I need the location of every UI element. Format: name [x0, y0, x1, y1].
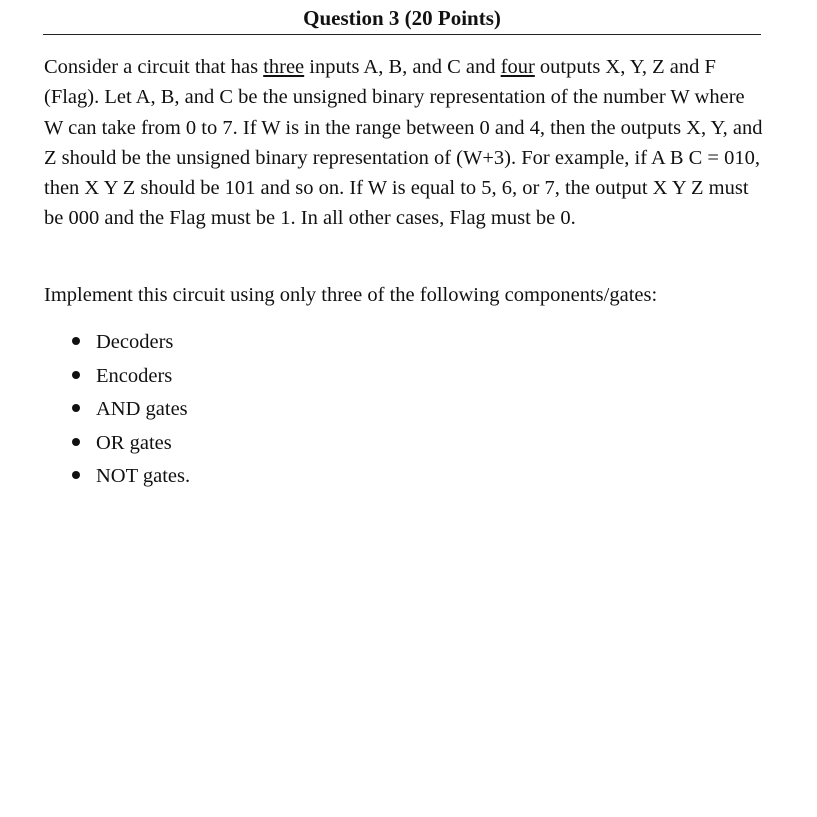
component-encoders: Encoders	[96, 364, 173, 387]
list-item	[72, 461, 190, 495]
question-paragraph	[44, 52, 766, 234]
component-decoders: Decoders	[96, 331, 174, 353]
underlined-four: four	[500, 56, 535, 78]
component-or-gates: OR gates	[96, 431, 172, 454]
bullet-icon	[72, 438, 80, 446]
bullet-icon	[72, 471, 80, 479]
bullet-icon	[72, 371, 80, 379]
bullet-icon	[72, 404, 80, 412]
implement-instruction: Implement this circuit using only three of the following components/gates:	[44, 284, 658, 306]
list-item	[72, 361, 190, 395]
underlined-three: three	[263, 56, 305, 78]
paragraph-text-1: Consider a circuit that has	[44, 56, 264, 78]
paragraph-text-3: outputs X, Y, Z and F (Flag). Let A, B, and C be the unsigned binary representation of the number W where W can take from 0 to 7. If W is in the range between 0 and 4, then the outputs X, Y, and Z should be the unsigned binary representation of (W+3). For example, if A B C = 010, then X Y Z should be 101 and so on. If W is equal to 5, 6, or 7, the output X Y Z must be 000 and the Flag must be 1. In all other cases, Flag must be 0.	[44, 56, 763, 230]
paragraph-text-2: inputs A, B, and C and	[304, 56, 501, 78]
bullet-icon	[72, 337, 80, 345]
list-item	[72, 394, 190, 428]
component-and-gates: AND gates	[96, 398, 188, 420]
list-item	[72, 327, 190, 361]
component-not-gates: NOT gates.	[96, 465, 191, 487]
list-item	[72, 428, 190, 462]
title-divider	[43, 34, 761, 35]
components-list	[72, 327, 190, 495]
question-title: Question 3 (20 Points)	[303, 6, 501, 30]
